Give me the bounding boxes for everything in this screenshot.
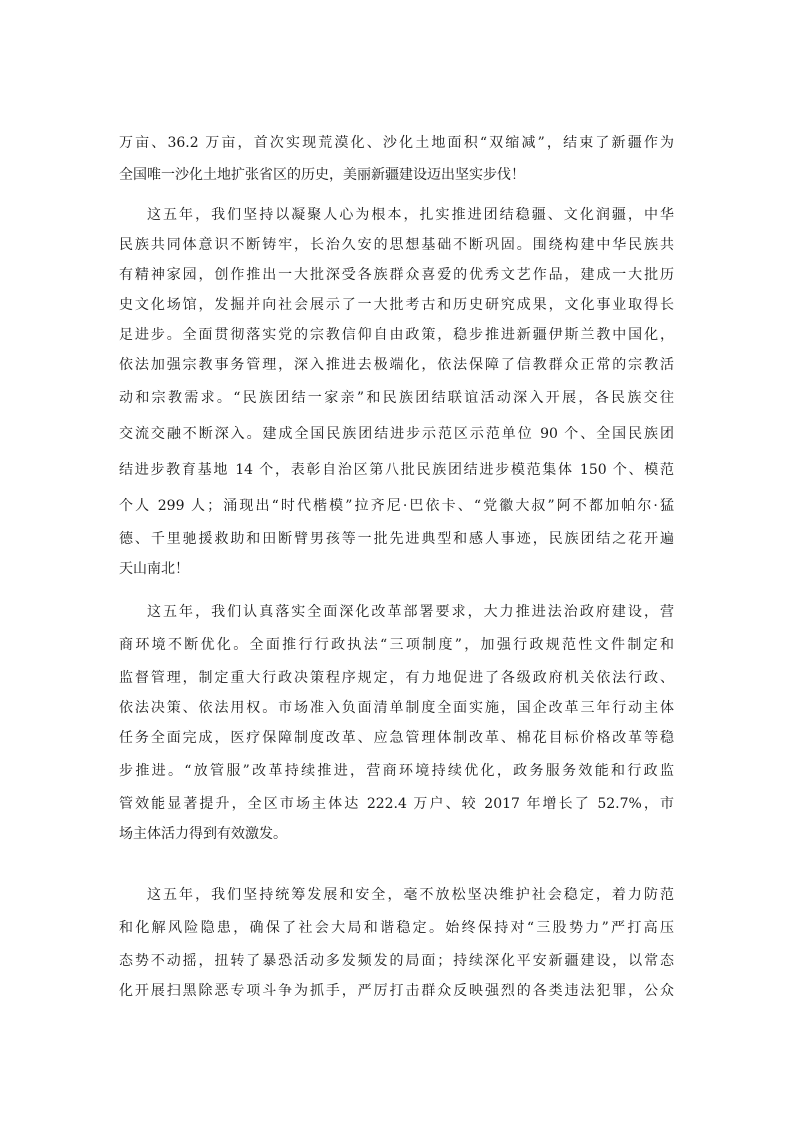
paragraph-4 <box>119 880 674 1006</box>
paragraph-2 <box>119 200 674 584</box>
text-line: 化开展扫黑除恶专项斗争为抓手，严厉打击群众反映强烈的各类违法犯罪，公众 <box>119 983 674 999</box>
text-line: 有精神家园，创作推出一大批深受各族群众喜爱的优秀文艺作品，建成一大批历 <box>119 267 674 283</box>
text-line: 民族共同体意识不断铸牢，长治久安的思想基础不断巩固。围绕构建中华民族共 <box>119 237 674 253</box>
text-line: 个人 299 人；涌现出“时代楷模”拉齐尼·巴依卡、“党徽大叔”阿不都加帕尔·猛 <box>119 498 674 514</box>
text-line: 史文化场馆，发掘并向社会展示了一大批考古和历史研究成果，文化事业取得长 <box>119 297 674 313</box>
text-line: 管效能显著提升，全区市场主体达 222.4 万户、较 2017 年增长了 52.7%，市 <box>119 796 674 812</box>
text-line: 步推进。“放管服”改革持续推进，营商环境持续优化，政务服务效能和行政监 <box>119 763 674 779</box>
text-line: 这五年，我们坚持以凝聚人心为根本，扎实推进团结稳疆、文化润疆，中华 <box>147 207 674 223</box>
text-line: 全国唯一沙化土地扩张省区的历史，美丽新疆建设迈出坚实步伐！ <box>119 167 525 183</box>
text-line: 交流交融不断深入。建成全国民族团结进步示范区示范单位 90 个、全国民族团 <box>119 426 674 442</box>
text-line: 态势不动摇，扭转了暴恐活动多发频发的局面；持续深化平安新疆建设，以常态 <box>119 953 674 969</box>
text-line: 这五年，我们坚持统筹发展和安全，毫不放松坚决维护社会稳定，着力防范 <box>147 887 674 903</box>
text-line: 场主体活力得到有效激发。 <box>119 826 287 842</box>
text-line: 足进步。全面贯彻落实党的宗教信仰自由政策，稳步推进新疆伊斯兰教中国化， <box>119 327 674 343</box>
text-line: 天山南北！ <box>119 561 189 577</box>
text-line: 结进步教育基地 14 个，表彰自治区第八批民族团结进步模范集体 150 个、模范 <box>119 462 674 478</box>
text-line: 这五年，我们认真落实全面深化改革部署要求，大力推进法治政府建设，营 <box>147 604 674 620</box>
text-line: 依法加强宗教事务管理，深入推进去极端化，依法保障了信教群众正常的宗教活 <box>119 357 674 373</box>
text-line: 动和宗教需求。“民族团结一家亲”和民族团结联谊活动深入开展，各民族交往 <box>119 390 674 406</box>
paragraph-1 <box>119 128 674 190</box>
text-line: 和化解风险隐患，确保了社会大局和谐稳定。始终保持对“三股势力”严打高压 <box>119 920 674 936</box>
text-line: 万亩、36.2 万亩，首次实现荒漠化、沙化土地面积“双缩减”，结束了新疆作为 <box>119 135 674 151</box>
text-line: 监督管理，制定重大行政决策程序规定，有力地促进了各级政府机关依法行政、 <box>119 670 674 686</box>
paragraph-3 <box>119 597 674 849</box>
text-line: 任务全面完成，医疗保障制度改革、应急管理体制改革、棉花目标价格改革等稳 <box>119 730 674 746</box>
text-line: 依法决策、依法用权。市场准入负面清单制度全面实施，国企改革三年行动主体 <box>119 700 674 716</box>
text-line: 商环境不断优化。全面推行行政执法“三项制度”，加强行政规范性文件制定和 <box>119 637 674 653</box>
text-line: 德、千里驰援救助和田断臂男孩等一批先进典型和感人事迹，民族团结之花开遍 <box>119 531 674 547</box>
